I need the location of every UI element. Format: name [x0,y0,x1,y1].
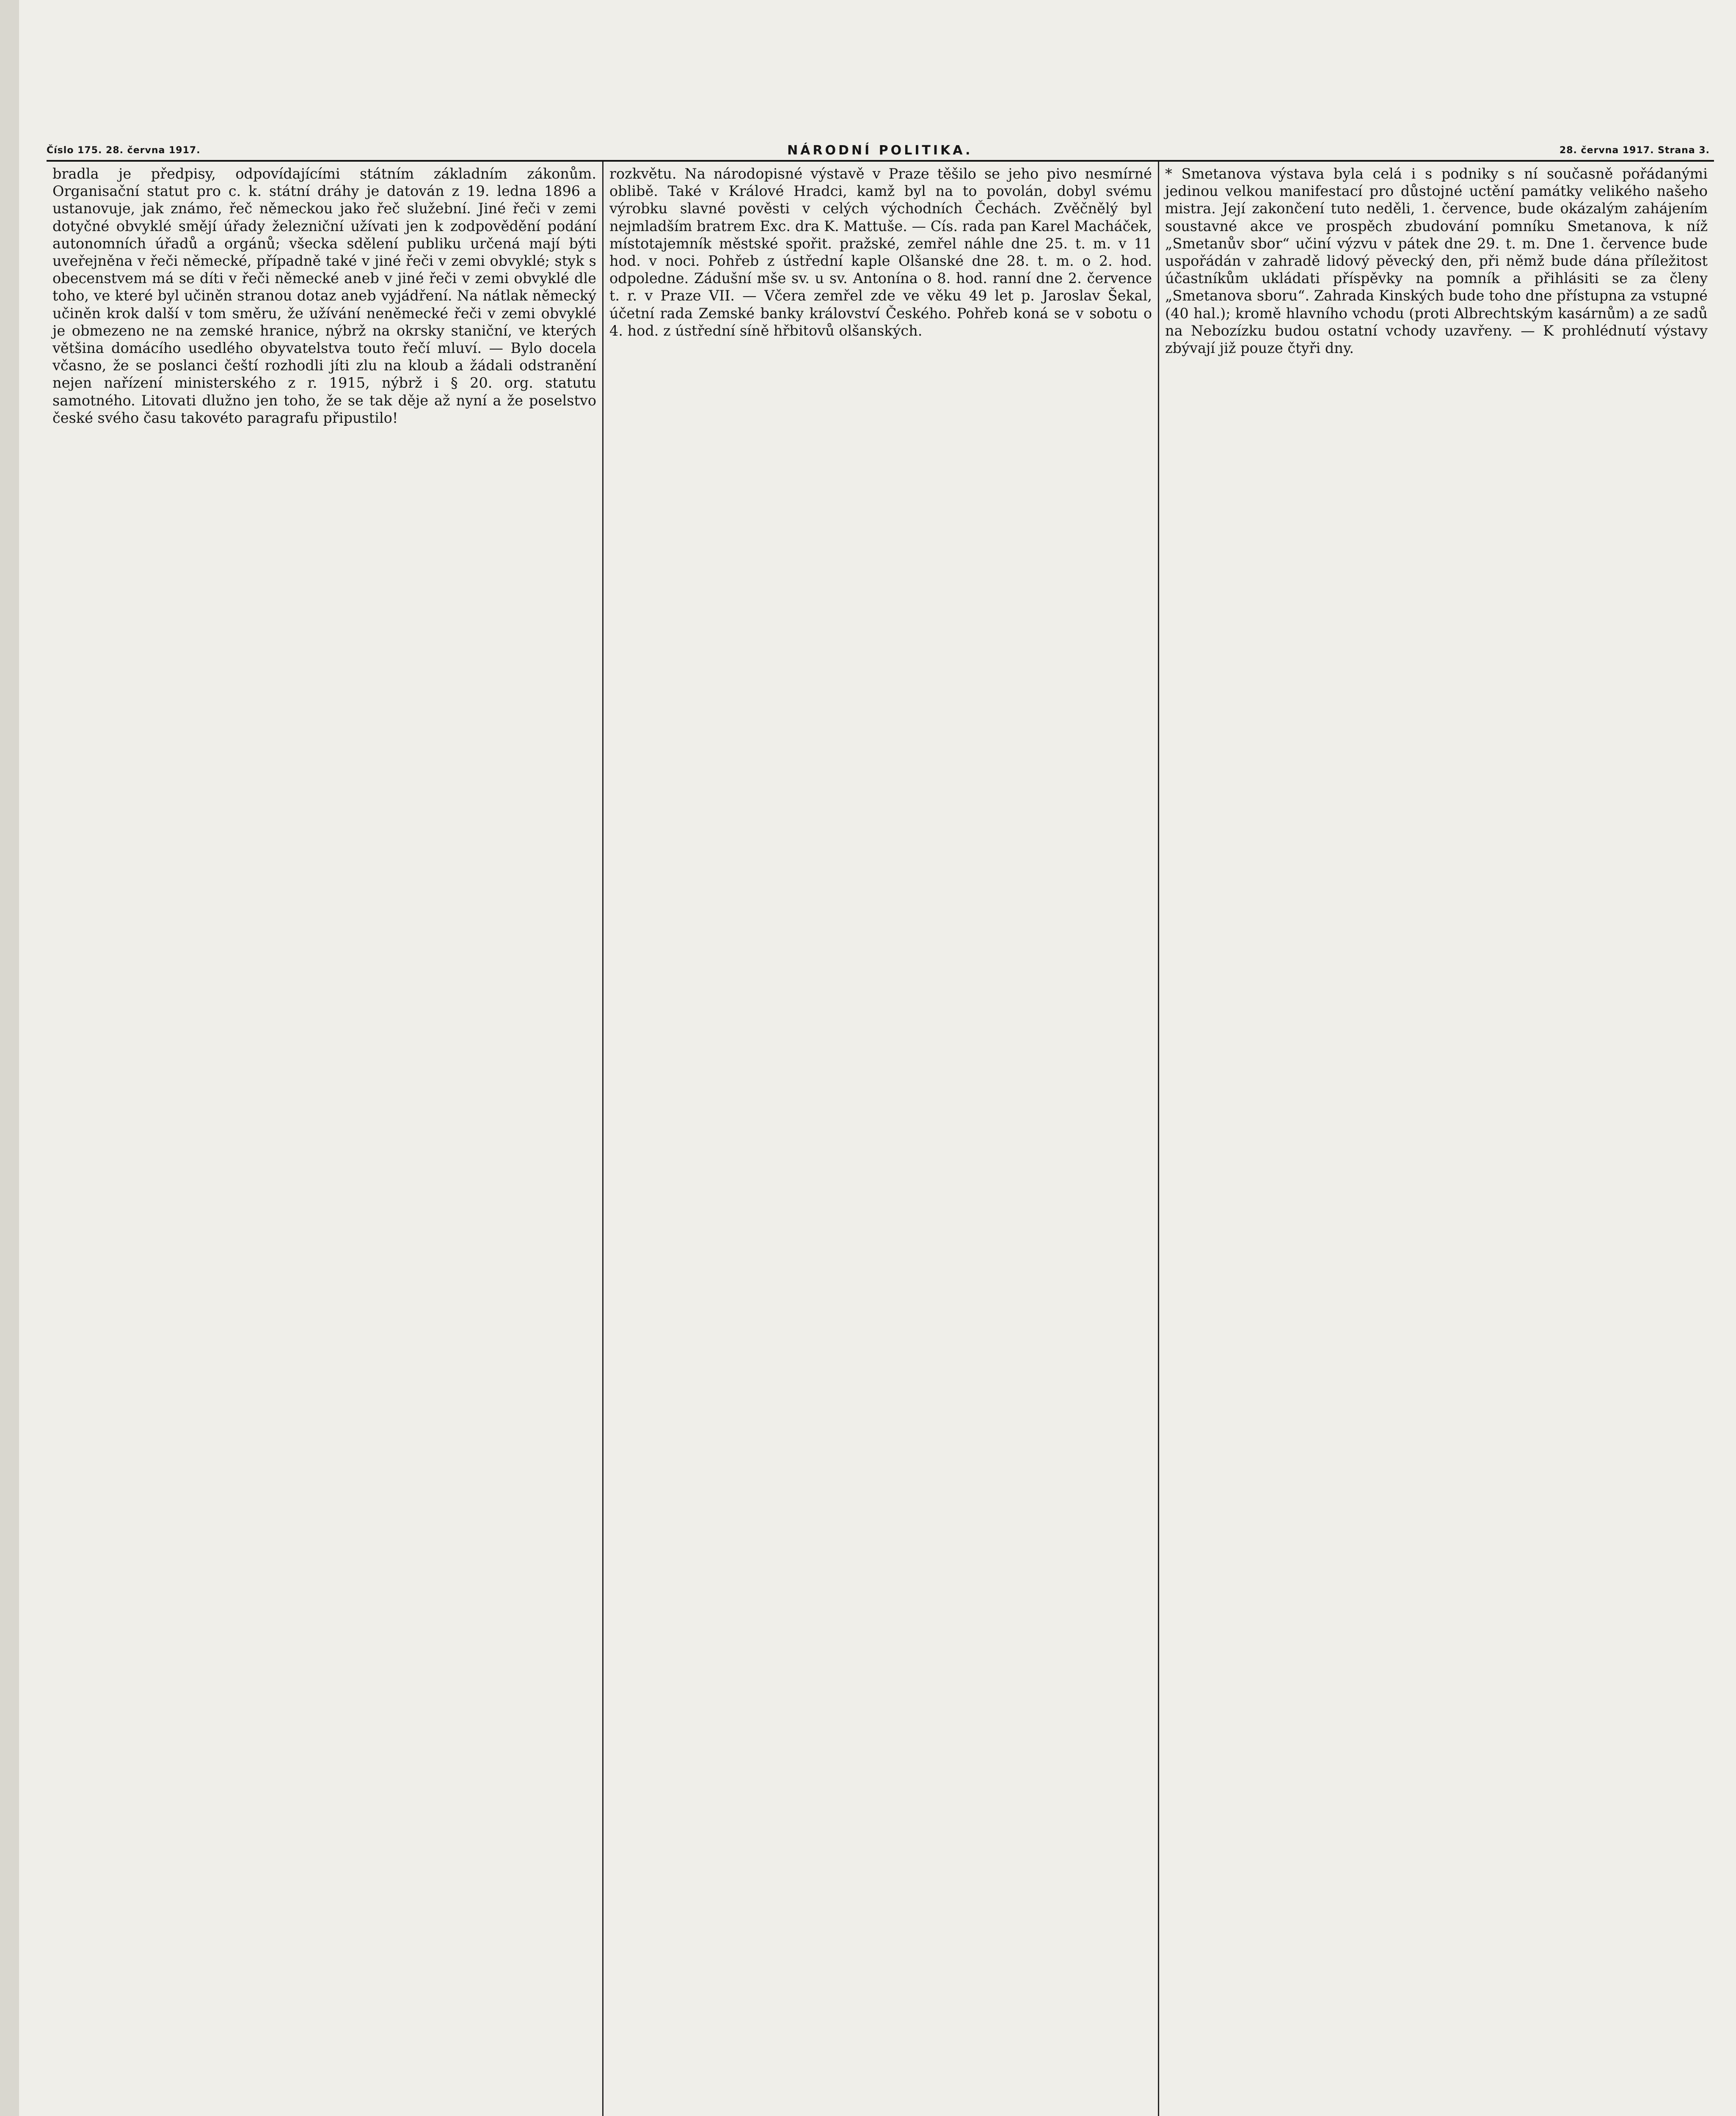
masthead: NÁRODNÍ POLITIKA. [787,143,973,158]
page-number: 28. června 1917. Strana 3. [1559,145,1710,156]
column-3-text: * Smetanova výstava byla celá i s podniky s ní současně pořádanými jedinou velkou manifestací pro důstojné uctění památky velikého našeho mistra. Její zakončení tuto neděli, 1. července, bude okázalým zahájením soustavné akce ve prospěch zbudování pomníku Smetanova, k níž „Smetanův sbor“ učiní výzvu v pátek dne 29. t. m. Dne 1. července bude uspořádán v zahradě lidový pěvecký den, při němž bude dána příležitost účastníkům ukládati příspěvky na pomník a přihlásiti se za členy „Smetanova sboru“. Zahrada Kinských bude toho dne přístupna za vstupné (40 hal.); kromě hlavního vchodu (proti Albrechtským kasárnům) a ze sadů na Nebozízku budou ostatní vchody uzavřeny. — K prohlédnutí výstavy zbývají již pouze čtyři dny. [1165,165,1708,357]
scan-edge [0,0,19,2116]
column-2-text: rozkvětu. Na národopisné výstavě v Praze těšilo se jeho pivo nesmírné oblibě. Také v Králové Hradci, kamž byl na to povolán, dobyl svému výrobku slavné pověsti v celých východních Čechách. Zvěčnělý byl nejmladším bratrem Exc. dra K. Mattuše. — Cís. rada pan Karel Macháček, místotajemník městské spořit. pražské, zemřel náhle dne 25. t. m. v 11 hod. v noci. Pohřeb z ústřední kaple Olšanské dne 28. t. m. o 2. hod. odpoledne. Zádušní mše sv. u sv. Antonína o 8. hod. ranní dne 2. července t. r. v Praze VII. — Včera zemřel zde ve věku 49 let p. Jaroslav Šekal, účetní rada Zemské banky království Českého. Pohřeb koná se v sobotu o 4. hod. z ústřední síně hřbitovů olšanských. [609,165,1152,339]
columns [47,162,1714,2116]
page-header [47,142,1710,159]
column-1-text: bradla je předpisy, odpovídajícími státním základním zákonům. Organisační statut pro c. k. státní dráhy je datován z 19. ledna 1896 a ustanovuje, jak známo, řeč německou jako řeč služební. Jiné řeči v zemi dotyčné obvyklé smějí úřady železniční užívati jen k zodpovědění podání autonomních úřadů a orgánů; všecka sdělení publiku určená mají býti uveřejněna v řeči německé, případně také v jiné řeči v zemi obvyklé; styk s obecenstvem má se díti v řeči německé aneb v jiné řeči v zemi obvyklé dle toho, ve které byl učiněn stranou dotaz aneb vyjádření. Na nátlak německý učiněn krok další v tom směru, že užívání neněmecké řeči v zemi obvyklé je obmezeno ne na zemské hranice, nýbrž na okrsky staniční, ve kterých většina domácího usedlého obyvatelstva touto řečí mluví. — Bylo docela včasno, že se poslanci čeští rozhodli jíti zlu na kloub a žádali odstranění nejen nařízení ministerského z r. 1915, nýbrž i § 20. org. statutu samotného. Litovati dlužno jen toho, že se tak děje až nyní a že poselstvo české svého času takovéto paragrafu připustilo! [52,165,596,426]
column-1 [47,162,602,2116]
column-3 [1158,162,1714,2116]
column-2 [602,162,1158,2116]
issue-info: Číslo 175. 28. června 1917. [47,145,201,156]
